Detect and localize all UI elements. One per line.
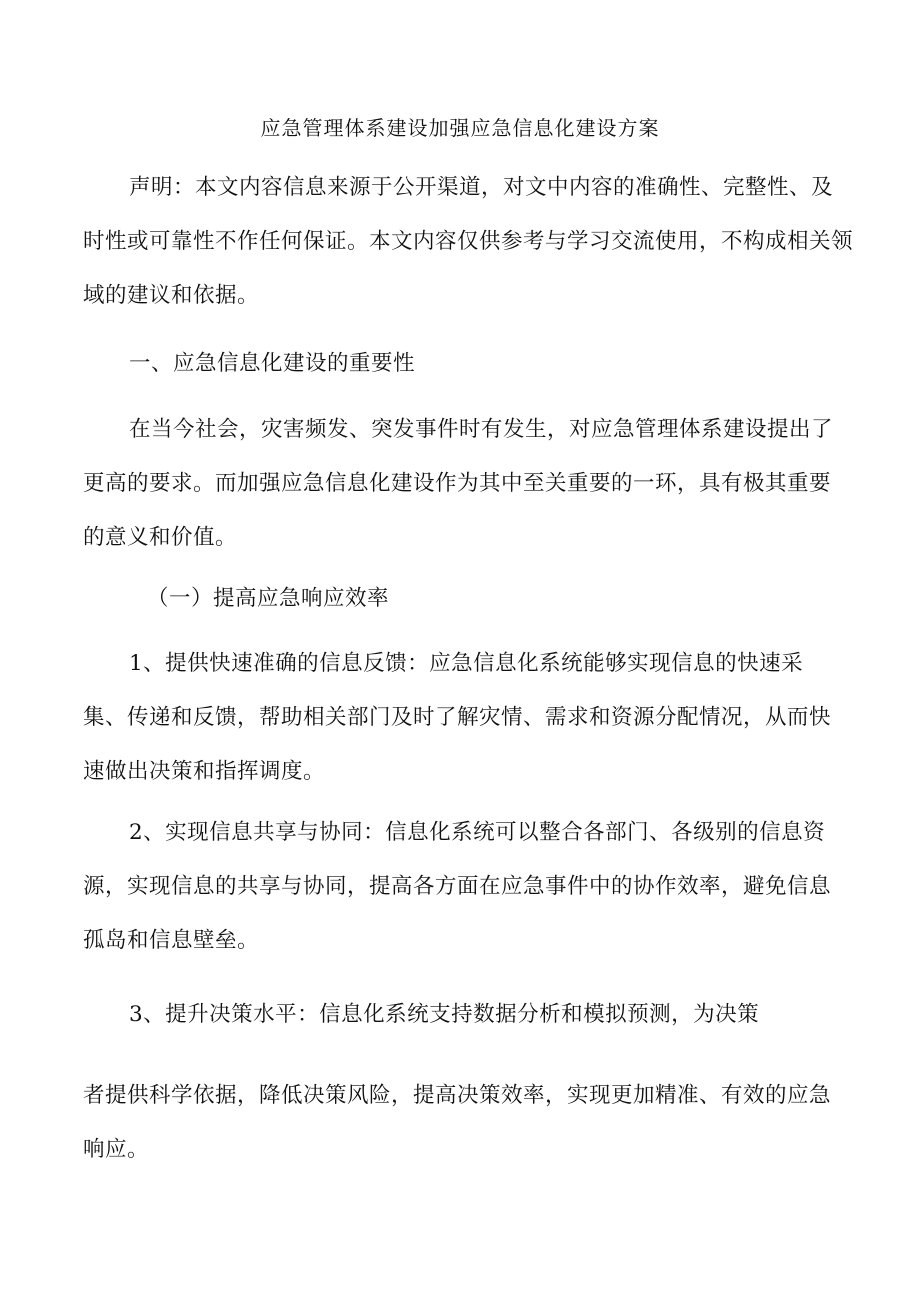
section-intro-paragraph: 在当今社会，灾害频发、突发事件时有发生，对应急管理体系建设提出了更高的要求。而加强应急信息化建设作为其中至关重要的一环，具有极其重要的意义和价值。 bbox=[83, 417, 834, 550]
document-title: 应急管理体系建设加强应急信息化建设方案 bbox=[260, 116, 660, 140]
list-item: 1、提供快速准确的信息反馈：应急信息化系统能够实现信息的快速采集、传递和反馈，帮助相关部门及时了解灾情、需求和资源分配情况，从而快速做出决策和指挥调度。 bbox=[83, 651, 832, 784]
list-item: 2、实现信息共享与协同：信息化系统可以整合各部门、各级别的信息资源，实现信息的共享与协同，提高各方面在应急事件中的协作效率，避免信息孤岛和信息壁垒。 bbox=[83, 820, 832, 953]
section-heading: 一、应急信息化建设的重要性 bbox=[129, 351, 416, 376]
disclaimer-paragraph: 声明：本文内容信息来源于公开渠道，对文中内容的准确性、完整性、及时性或可靠性不作任何保证。本文内容仅供参考与学习交流使用，不构成相关领域的建议和依据。 bbox=[83, 175, 854, 308]
list-item-first-line: 3、提升决策水平：信息化系统支持数据分析和模拟预测，为决策 bbox=[129, 1002, 760, 1027]
subsection-heading: （一）提高应急响应效率 bbox=[147, 586, 390, 611]
list-item-continuation: 者提供科学依据，降低决策风险，提高决策效率，实现更加精准、有效的应急响应。 bbox=[83, 1083, 832, 1162]
